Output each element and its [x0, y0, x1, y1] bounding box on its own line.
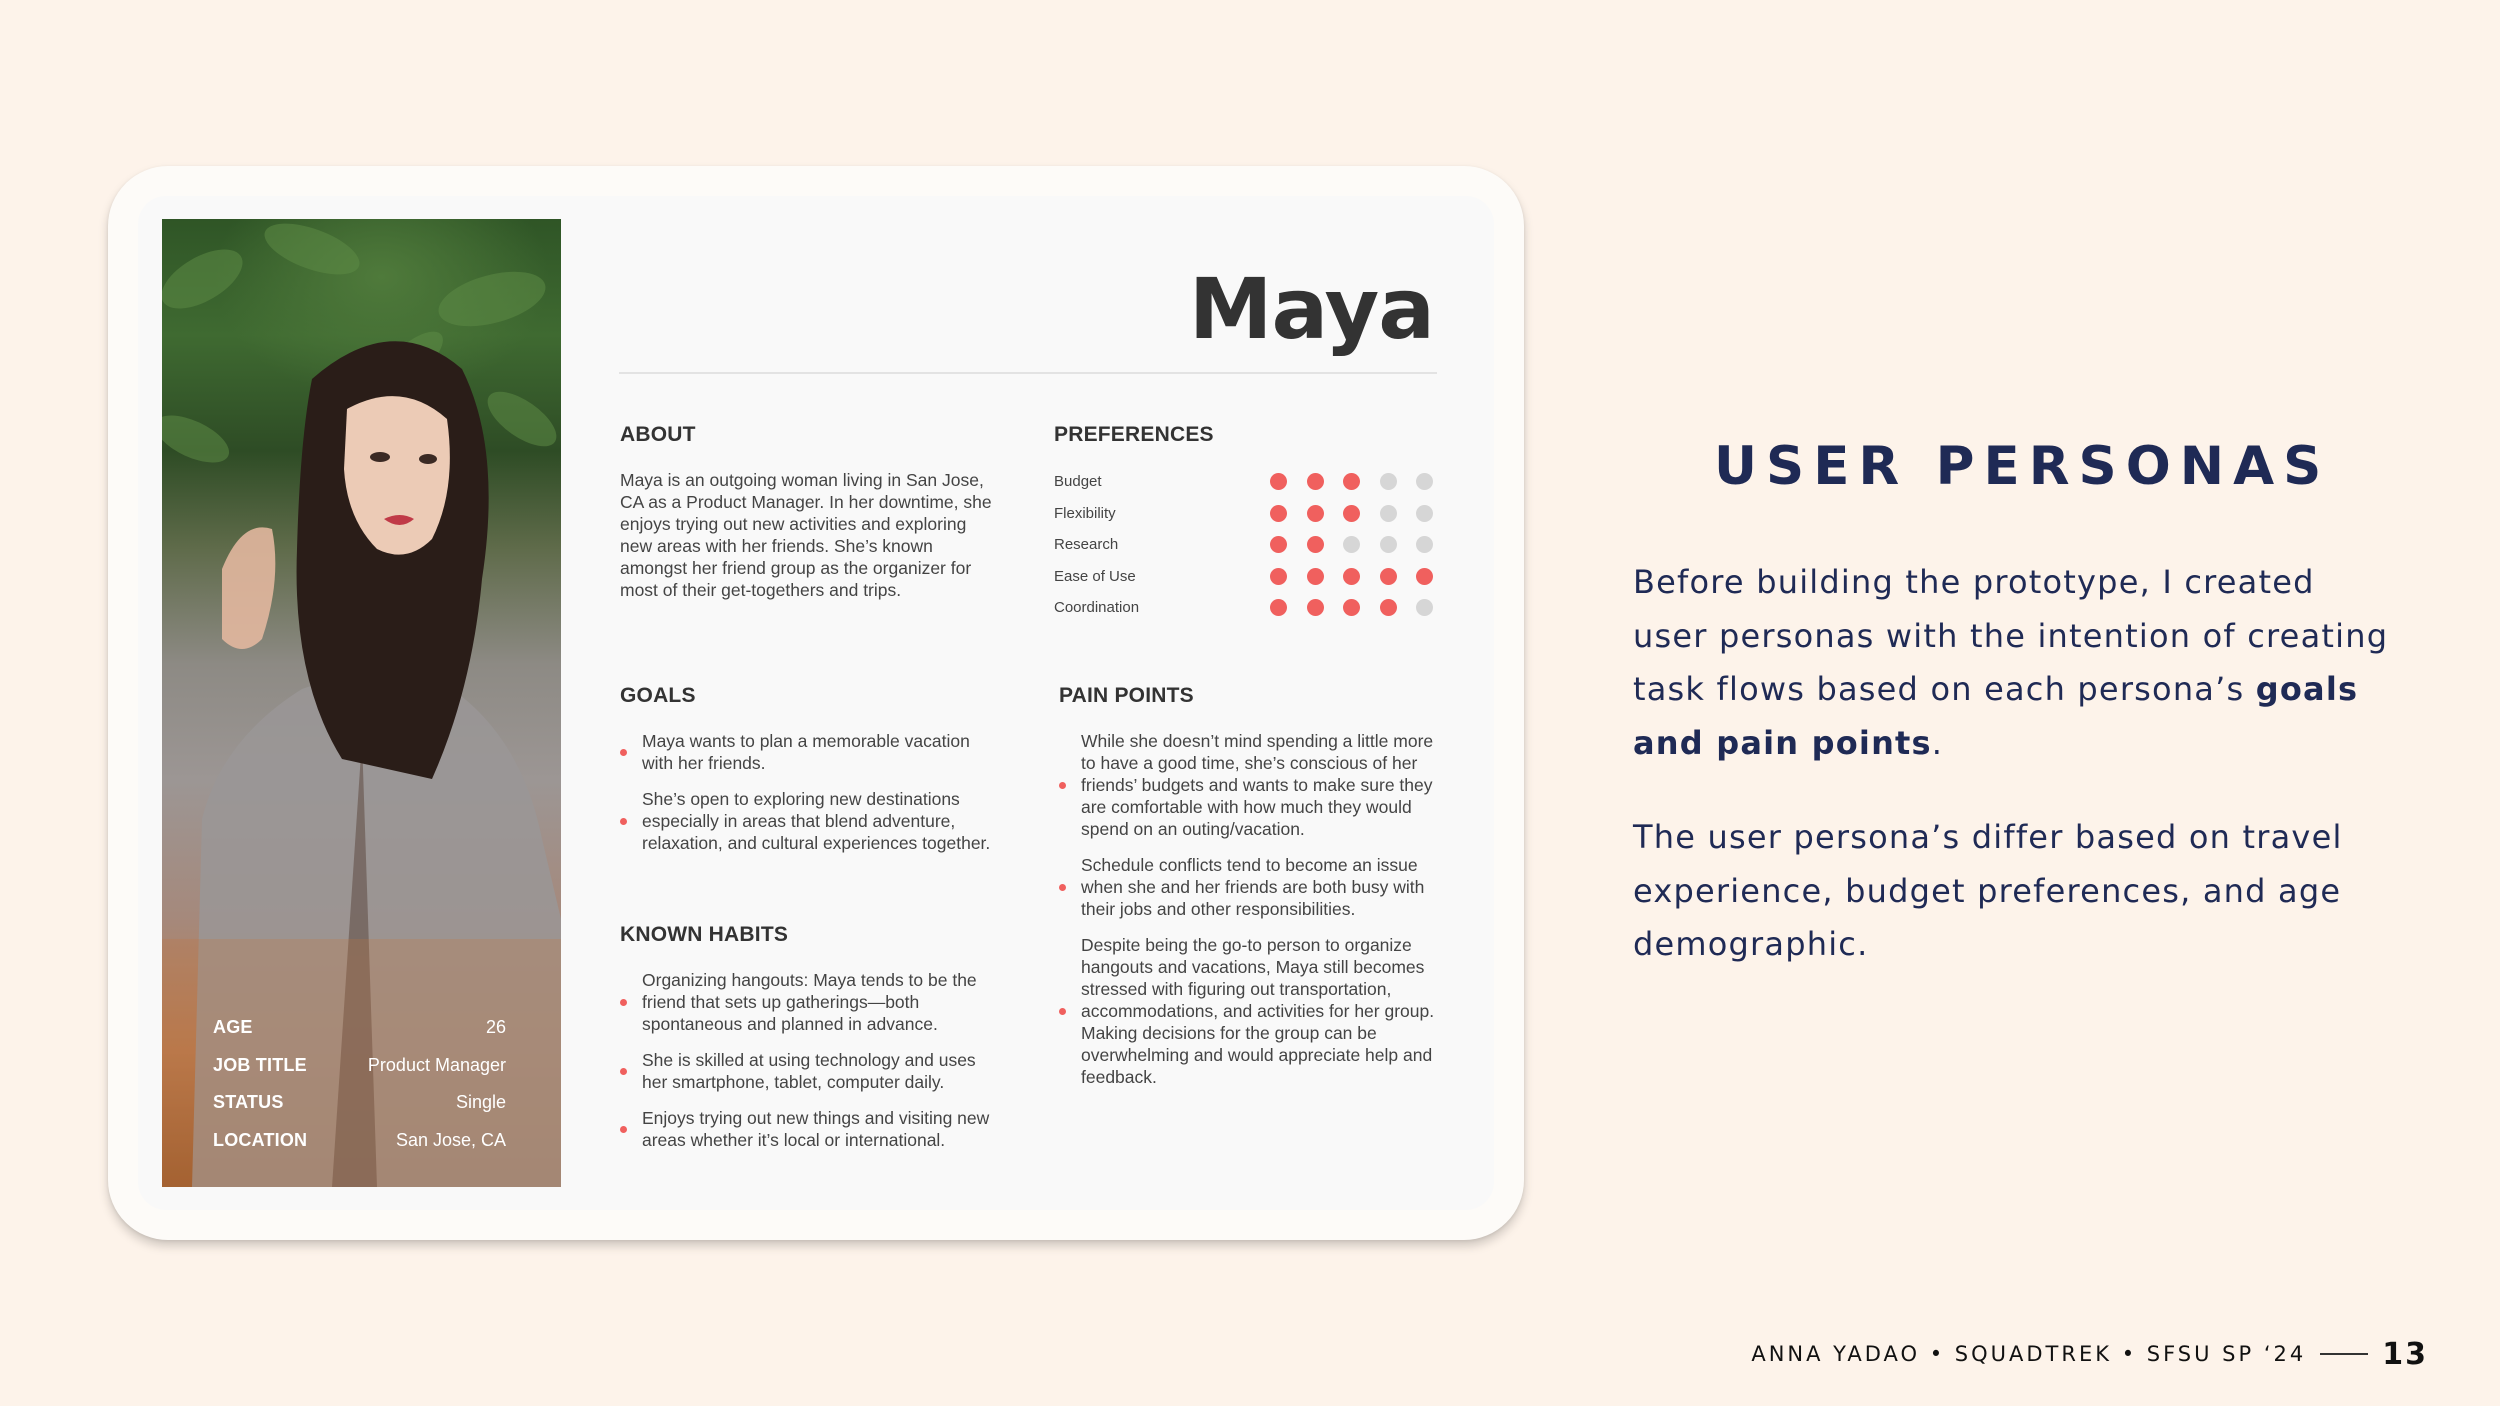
info-key: JOB TITLE [213, 1054, 307, 1075]
footer-credit: ANNA YADAO • SQUADTREK • SFSU SP ‘24 [1751, 1342, 2307, 1366]
about-text: Maya is an outgoing woman living in San Jose, CA as a Product Manager. In her downtime, she enjoys trying out new activities and exploring new areas with her friends. She’s known amongst her friend group as the organizer for most of their get-togethers and trips. [620, 470, 992, 600]
pain-point-item: Despite being the go-to person to organize hangouts and vacations, Maya still becomes stressed with figuring out transportation, accommodations, and activities for her group. Making decisions for the group can be overwhelming and would appreciate help and feedback. [1059, 934, 1437, 1088]
rating-dot-empty [1380, 473, 1397, 490]
habit-item: Organizing hangouts: Maya tends to be the friend that sets up gatherings—both spontaneous and planned in advance. [620, 969, 1004, 1035]
preference-label: Research [1054, 536, 1119, 554]
pain-point-item: While she doesn’t mind spending a little more to have a good time, she’s conscious of her friends’ budgets and wants to make sure they are comfortable with how much they would spend on an outing/vacation. [1059, 730, 1437, 840]
preference-rating [1270, 568, 1433, 585]
rating-dot-filled [1307, 568, 1324, 585]
known-habits-heading: KNOWN HABITS [620, 923, 789, 946]
habit-item: She is skilled at using technology and uses her smartphone, tablet, computer daily. [620, 1049, 1004, 1093]
rating-dot-filled [1343, 505, 1360, 522]
rating-dot-filled [1343, 473, 1360, 490]
paragraph-emphasis: goals and pain points [1633, 670, 2359, 762]
slide-paragraph-1 [1633, 556, 2393, 770]
pain-points-list [1059, 730, 1437, 1102]
rating-dot-filled [1307, 505, 1324, 522]
info-value: San Jose, CA [395, 1129, 506, 1150]
rating-dot-filled [1270, 536, 1287, 553]
info-value: Product Manager [367, 1054, 506, 1075]
rating-dot-filled [1343, 599, 1360, 616]
info-key: LOCATION [213, 1129, 308, 1150]
rating-dot-empty [1416, 536, 1433, 553]
name-divider [619, 372, 1437, 374]
persona-name: Maya [1188, 260, 1434, 358]
rating-dot-filled [1307, 599, 1324, 616]
preference-rating [1270, 473, 1433, 490]
persona-info [213, 1009, 506, 1159]
page-number: 13 [2382, 1336, 2428, 1372]
preferences-list [1054, 466, 1438, 624]
paragraph-text: Before building the prototype, I created user personas with the intention of creating task flows based on each persona’s [1633, 563, 2389, 708]
rating-dot-filled [1380, 568, 1397, 585]
rating-dot-filled [1343, 568, 1360, 585]
preference-row [1054, 561, 1438, 593]
goals-heading: GOALS [620, 684, 696, 707]
known-habits-list [620, 969, 1004, 1165]
preference-label: Ease of Use [1054, 567, 1136, 585]
preference-row [1054, 529, 1438, 561]
rating-dot-filled [1307, 473, 1324, 490]
goals-list [620, 730, 1004, 868]
info-row-location [213, 1122, 506, 1160]
rating-dot-empty [1416, 473, 1433, 490]
paragraph-text-end: . [1931, 723, 1944, 762]
rating-dot-filled [1270, 473, 1287, 490]
rating-dot-empty [1343, 536, 1360, 553]
about-heading: ABOUT [620, 423, 696, 446]
preference-label: Budget [1054, 473, 1102, 491]
preference-rating [1270, 505, 1433, 522]
rating-dot-empty [1416, 505, 1433, 522]
preference-row [1054, 498, 1438, 530]
rating-dot-empty [1380, 536, 1397, 553]
pain-points-heading: PAIN POINTS [1059, 684, 1194, 707]
rating-dot-filled [1380, 599, 1397, 616]
slide-paragraph-2: The user persona’s differ based on travel experience, budget preferences, and age demographic. [1633, 818, 2343, 963]
goal-item: She’s open to exploring new destinations especially in areas that blend adventure, relaxation, and cultural experiences together. [620, 788, 1004, 854]
rating-dot-filled [1307, 536, 1324, 553]
info-row-job-title [213, 1047, 506, 1085]
rating-dot-filled [1270, 568, 1287, 585]
info-value: Single [455, 1092, 506, 1113]
slide-footer [1751, 1336, 2428, 1372]
habit-item: Enjoys trying out new things and visiting new areas whether it’s local or international. [620, 1107, 1004, 1151]
rating-dot-filled [1416, 568, 1433, 585]
rating-dot-empty [1416, 599, 1433, 616]
preference-row [1054, 466, 1438, 498]
rating-dot-filled [1270, 505, 1287, 522]
preference-rating [1270, 599, 1433, 616]
preferences-heading: PREFERENCES [1054, 423, 1214, 446]
info-value: 26 [485, 1017, 506, 1038]
info-row-age [213, 1009, 506, 1047]
preference-rating [1270, 536, 1433, 553]
info-key: AGE [213, 1017, 253, 1038]
rating-dot-empty [1380, 505, 1397, 522]
persona-photo [162, 219, 561, 1187]
info-row-status [213, 1084, 506, 1122]
pain-point-item: Schedule conflicts tend to become an issue when she and her friends are both busy with their jobs and other responsibilities. [1059, 854, 1437, 920]
preference-label: Flexibility [1054, 504, 1116, 522]
slide-title: USER PERSONAS [1714, 436, 2331, 497]
goal-item: Maya wants to plan a memorable vacation with her friends. [620, 730, 1004, 774]
preference-row [1054, 592, 1438, 624]
info-key: STATUS [213, 1092, 284, 1113]
footer-divider [2320, 1353, 2368, 1355]
rating-dot-filled [1270, 599, 1287, 616]
preference-label: Coordination [1054, 599, 1140, 617]
